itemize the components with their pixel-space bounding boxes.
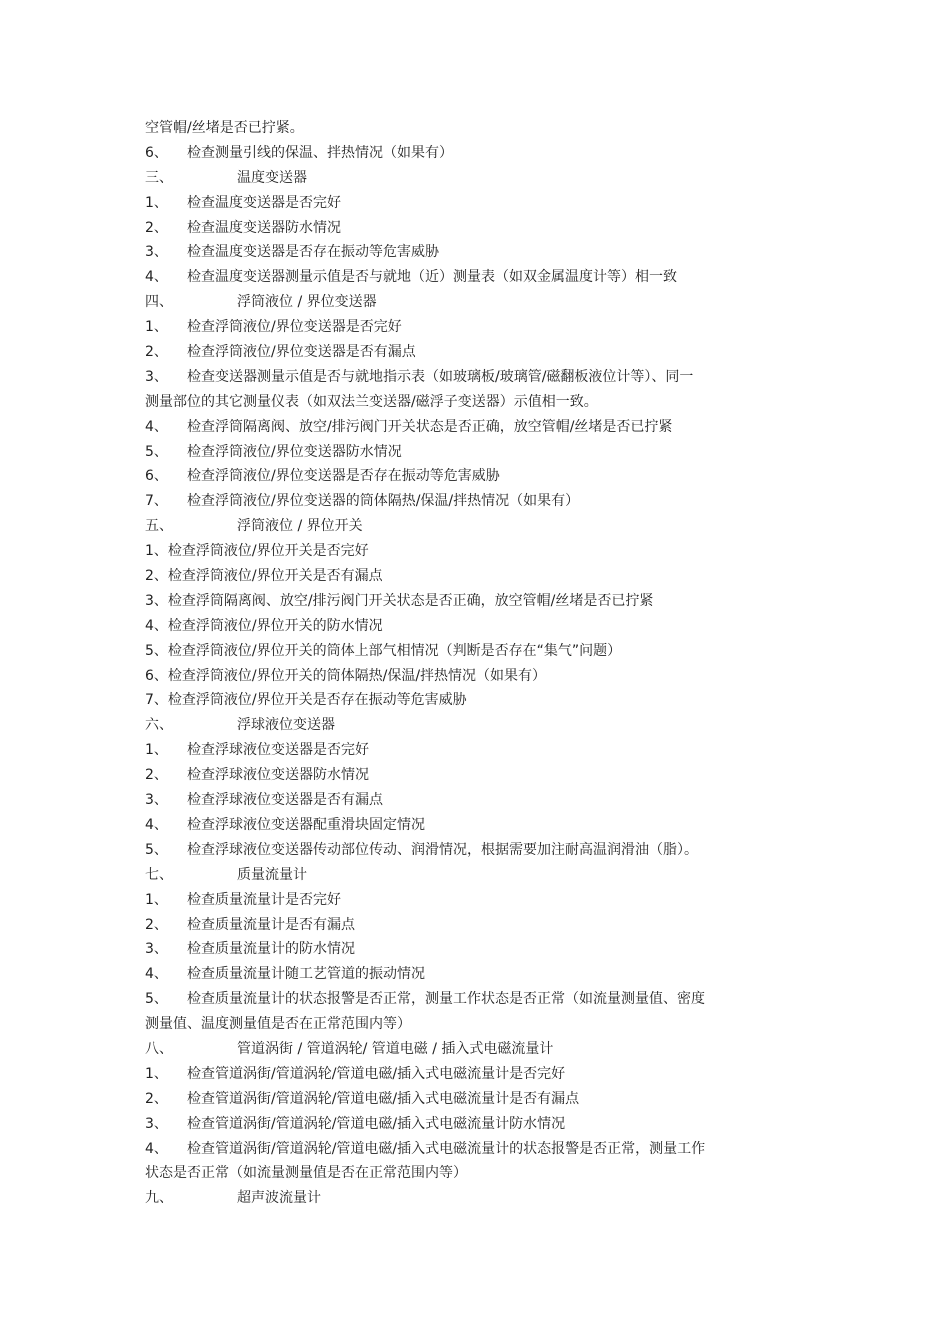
item-number: 3、 [145,244,168,261]
list-item [145,937,817,962]
document-body [145,116,817,1211]
section-number: 四、 [145,294,173,311]
item-text: 检查浮筒液位/界位变送器是否存在振动等危害威胁 [187,468,500,485]
item-number: 5、 [145,841,168,858]
item-text: 检查管道涡街/管道涡轮/管道电磁/插入式电磁流量计防水情况 [187,1115,566,1132]
item-number: 2、 [145,219,168,236]
text-line: 5、检查浮筒液位/界位开关的筒体上部气相情况（判断是否存在“集气”问题） [145,642,622,659]
item-text: 检查管道涡街/管道涡轮/管道电磁/插入式电磁流量计的状态报警是否正常，测量工作 [187,1140,706,1157]
section-number: 五、 [145,518,173,535]
list-item [145,489,817,514]
list-item [145,962,817,987]
list-item [145,788,817,813]
list-item [145,987,817,1012]
list-item [145,888,817,913]
item-text: 检查浮筒隔离阀、放空/排污阀门开关状态是否正确，放空管帽/丝堵是否已拧紧 [187,418,673,435]
item-number: 4、 [145,418,168,435]
item-number: 1、 [145,1065,168,1082]
section-heading [145,1186,817,1211]
text-line: 7、检查浮筒液位/界位开关是否存在振动等危害威胁 [145,692,467,709]
item-number: 1、 [145,319,168,336]
item-number: 6、 [145,144,168,161]
item-number: 1、 [145,891,168,908]
section-heading [145,290,817,315]
item-text: 检查温度变送器测量示值是否与就地（近）测量表（如双金属温度计等）相一致 [187,269,677,286]
section-heading [145,166,817,191]
section-title: 管道涡街 / 管道涡轮/ 管道电磁 / 插入式电磁流量计 [237,1040,554,1057]
item-number: 2、 [145,344,168,361]
item-text: 检查浮球液位变送器配重滑块固定情况 [187,816,425,833]
item-text: 检查质量流量计的防水情况 [187,941,355,958]
item-number: 3、 [145,368,168,385]
section-heading [145,713,817,738]
item-text: 检查质量流量计随工艺管道的振动情况 [187,966,425,983]
item-text: 检查质量流量计是否完好 [187,891,341,908]
text-line: 6、检查浮筒液位/界位开关的筒体隔热/保温/拌热情况（如果有） [145,667,547,684]
item-text: 检查浮筒液位/界位变送器是否完好 [187,319,402,336]
text-line: 测量值、温度测量值是否在正常范围内等） [145,1016,411,1033]
item-number: 7、 [145,493,168,510]
section-number: 六、 [145,717,173,734]
item-number: 2、 [145,1090,168,1107]
section-title: 浮球液位变送器 [237,717,335,734]
list-item [145,838,817,863]
item-text: 检查温度变送器是否完好 [187,194,341,211]
list-item [145,1087,817,1112]
item-number: 5、 [145,991,168,1008]
section-title: 浮筒液位 / 界位变送器 [237,294,377,311]
item-text: 检查温度变送器防水情况 [187,219,341,236]
item-number: 4、 [145,966,168,983]
text-line: 4、检查浮筒液位/界位开关的防水情况 [145,617,383,634]
item-number: 3、 [145,1115,168,1132]
text-line: 1、检查浮筒液位/界位开关是否完好 [145,543,369,560]
section-title: 浮筒液位 / 界位开关 [237,518,363,535]
list-item [145,440,817,465]
text-line: 3、检查浮筒隔离阀、放空/排污阀门开关状态是否正确，放空管帽/丝堵是否已拧紧 [145,592,654,609]
item-number: 3、 [145,941,168,958]
item-number: 4、 [145,1140,168,1157]
item-text: 检查浮筒液位/界位变送器是否有漏点 [187,344,416,361]
section-heading [145,863,817,888]
item-text: 检查浮筒液位/界位变送器防水情况 [187,443,402,460]
item-text: 检查浮球液位变送器防水情况 [187,767,369,784]
list-item [145,365,817,390]
item-number: 1、 [145,194,168,211]
section-title: 温度变送器 [237,169,307,186]
list-item [145,216,817,241]
list-item [145,813,817,838]
list-item [145,763,817,788]
list-item [145,265,817,290]
list-item [145,1062,817,1087]
list-item [145,738,817,763]
section-heading [145,514,817,539]
list-item [145,240,817,265]
item-number: 4、 [145,269,168,286]
item-text: 检查质量流量计的状态报警是否正常，测量工作状态是否正常（如流量测量值、密度 [187,991,705,1008]
section-title: 超声波流量计 [237,1190,321,1207]
section-title: 质量流量计 [237,866,307,883]
section-heading [145,1037,817,1062]
list-item [145,141,817,166]
text-line: 2、检查浮筒液位/界位开关是否有漏点 [145,568,383,585]
item-text: 检查管道涡街/管道涡轮/管道电磁/插入式电磁流量计是否完好 [187,1065,566,1082]
section-number: 三、 [145,169,173,186]
list-item [145,1137,817,1162]
section-number: 七、 [145,866,173,883]
item-text: 检查测量引线的保温、拌热情况（如果有） [187,144,453,161]
item-text: 检查质量流量计是否有漏点 [187,916,355,933]
text-line: 状态是否正常（如流量测量值是否在正常范围内等） [145,1165,467,1182]
list-item [145,315,817,340]
text-line: 测量部位的其它测量仪表（如双法兰变送器/磁浮子变送器）示值相一致。 [145,393,598,410]
list-item [145,415,817,440]
item-number: 3、 [145,792,168,809]
list-item [145,191,817,216]
item-number: 4、 [145,816,168,833]
item-text: 检查管道涡街/管道涡轮/管道电磁/插入式电磁流量计是否有漏点 [187,1090,580,1107]
list-item [145,340,817,365]
item-number: 5、 [145,443,168,460]
item-text: 检查浮筒液位/界位变送器的筒体隔热/保温/拌热情况（如果有） [187,493,580,510]
item-text: 检查变送器测量示值是否与就地指示表（如玻璃板/玻璃管/磁翻板液位计等）、同一 [187,368,694,385]
item-number: 2、 [145,767,168,784]
list-item [145,1112,817,1137]
item-number: 1、 [145,742,168,759]
section-number: 八、 [145,1040,173,1057]
text-line: 空管帽/丝堵是否已拧紧。 [145,120,304,136]
item-text: 检查浮球液位变送器是否完好 [187,742,369,759]
item-number: 6、 [145,468,168,485]
list-item [145,464,817,489]
item-text: 检查温度变送器是否存在振动等危害威胁 [187,244,439,261]
list-item [145,913,817,938]
section-number: 九、 [145,1190,173,1207]
item-text: 检查浮球液位变送器传动部位传动、润滑情况，根据需要加注耐高温润滑油（脂）。 [187,841,698,858]
item-text: 检查浮球液位变送器是否有漏点 [187,792,383,809]
item-number: 2、 [145,916,168,933]
